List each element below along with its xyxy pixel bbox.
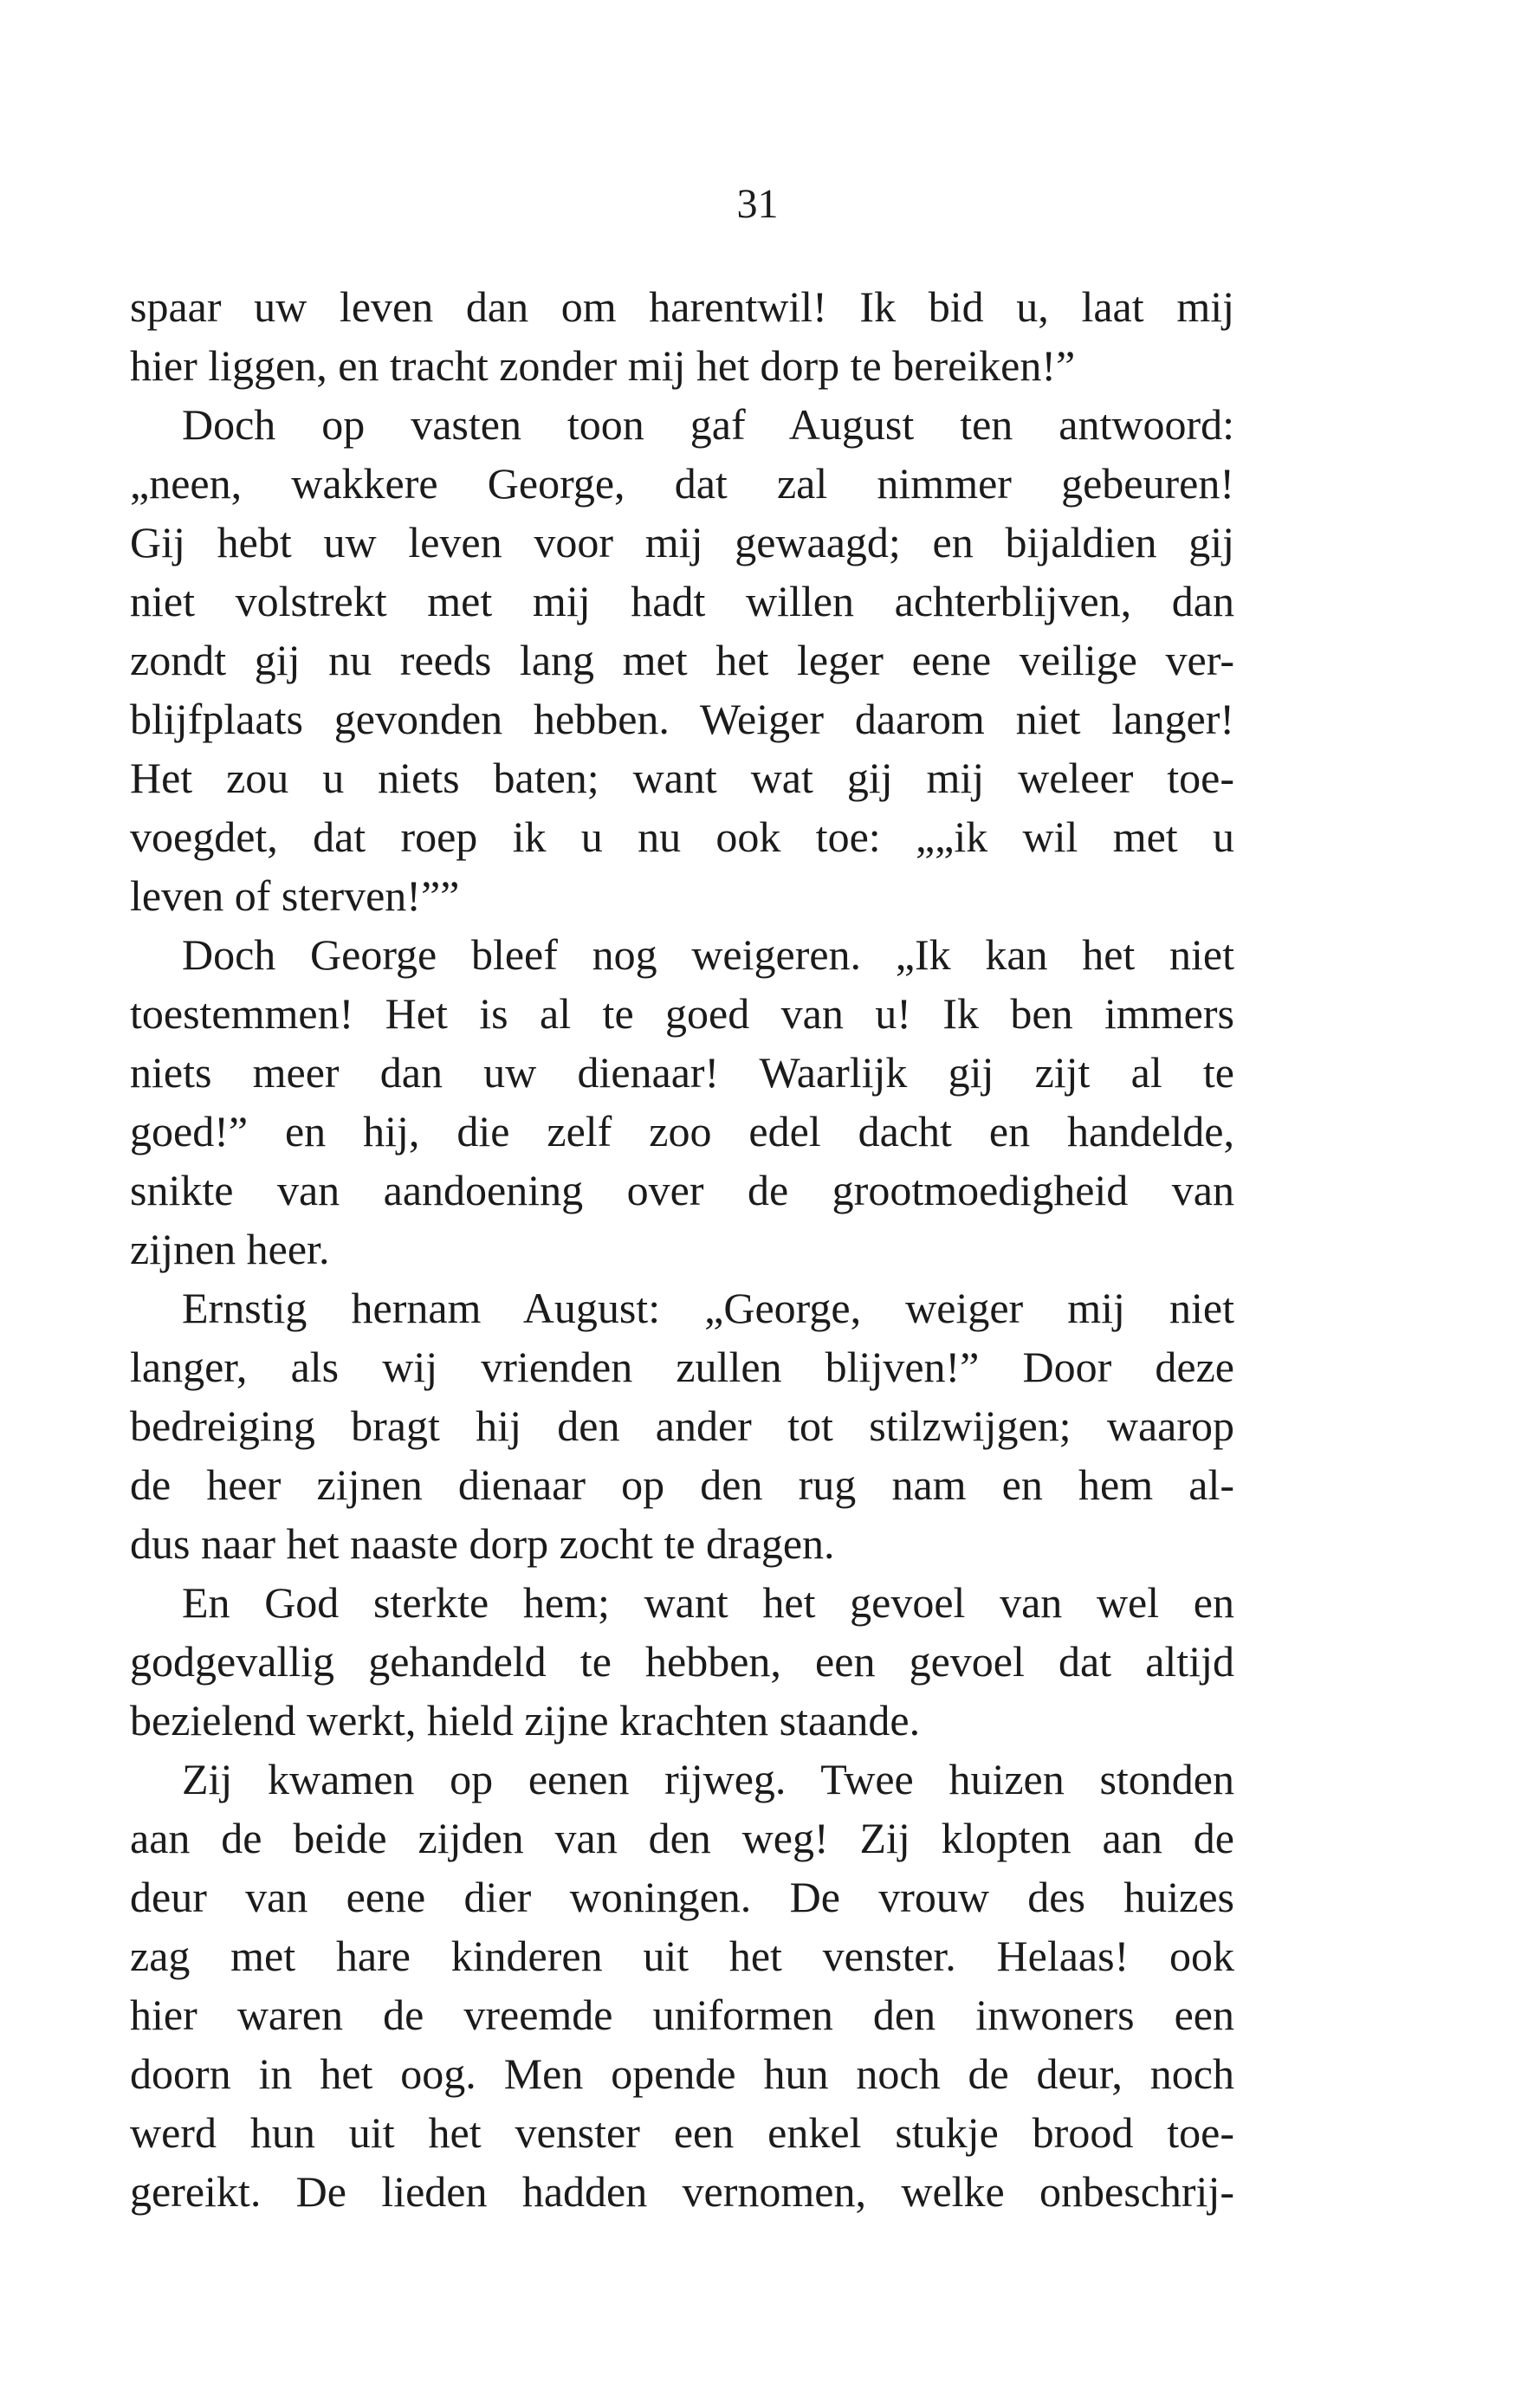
text-line: Zij kwamen op eenen rijweg. Twee huizen stonden [182,1755,1234,1803]
text-line: snikte van aandoening over de grootmoedigheid van [130,1166,1234,1214]
text-line: blijfplaats gevonden hebben. Weiger daarom niet langer! [130,695,1234,743]
text-line: zijnen heer. [130,1225,330,1273]
text-line: leven of sterven!”” [130,871,460,920]
page-number: 31 [736,181,779,227]
text-line: Ernstig hernam August: „George, weiger mij niet [182,1284,1234,1332]
text-line: spaar uw leven dan om harentwil! Ik bid u, laat mij [130,282,1234,331]
text-line: aan de beide zijden van den weg! Zij klopten aan de [130,1814,1234,1862]
text-line: niet volstrekt met mij hadt willen achterblijven, dan [130,577,1234,625]
text-line: „neen, wakkere George, dat zal nimmer gebeuren! [130,459,1234,508]
text-line: niets meer dan uw dienaar! Waarlijk gij zijt al te [130,1048,1234,1097]
text-line: Het zou u niets baten; want wat gij mij weleer toe- [130,754,1234,802]
text-line: bezielend werkt, hield zijne krachten staande. [130,1696,921,1745]
text-line: langer, als wij vrienden zullen blijven!” Door deze [130,1343,1234,1391]
text-line: En God sterkte hem; want het gevoel van wel en [182,1578,1234,1627]
text-line: hier liggen, en tracht zonder mij het dorp te bereiken!” [130,341,1076,390]
text-line: bedreiging bragt hij den ander tot stilzwijgen; waarop [130,1401,1234,1450]
text-line: voegdet, dat roep ik u nu ook toe: „„ik wil met u [130,812,1234,861]
text-line: hier waren de vreemde uniformen den inwoners een [130,1990,1234,2039]
text-line: Gij hebt uw leven voor mij gewaagd; en bijaldien gij [130,518,1234,566]
text-line: deur van eene dier woningen. De vrouw des huizes [130,1873,1234,1921]
text-line: doorn in het oog. Men opende hun noch de deur, noch [130,2049,1234,2098]
text-line: Doch op vasten toon gaf August ten antwoord: [182,400,1234,449]
text-line: toestemmen! Het is al te goed van u! Ik ben immers [130,989,1234,1038]
text-line: zag met hare kinderen uit het venster. Helaas! ook [130,1932,1234,1980]
text-line: gereikt. De lieden hadden vernomen, welke onbeschrij- [130,2167,1234,2216]
text-line: zondt gij nu reeds lang met het leger eene veilige ver- [130,636,1234,684]
body-text [130,277,1234,2221]
text-line: de heer zijnen dienaar op den rug nam en hem al- [130,1460,1234,1509]
text-line: goed!” en hij, die zelf zoo edel dacht en handelde, [130,1107,1234,1155]
text-line: Doch George bleef nog weigeren. „Ik kan het niet [182,930,1234,979]
text-line: godgevallig gehandeld te hebben, een gevoel dat altijd [130,1637,1234,1686]
text-line: dus naar het naaste dorp zocht te dragen. [130,1519,835,1568]
text-line: werd hun uit het venster een enkel stukje brood toe- [130,2108,1234,2157]
